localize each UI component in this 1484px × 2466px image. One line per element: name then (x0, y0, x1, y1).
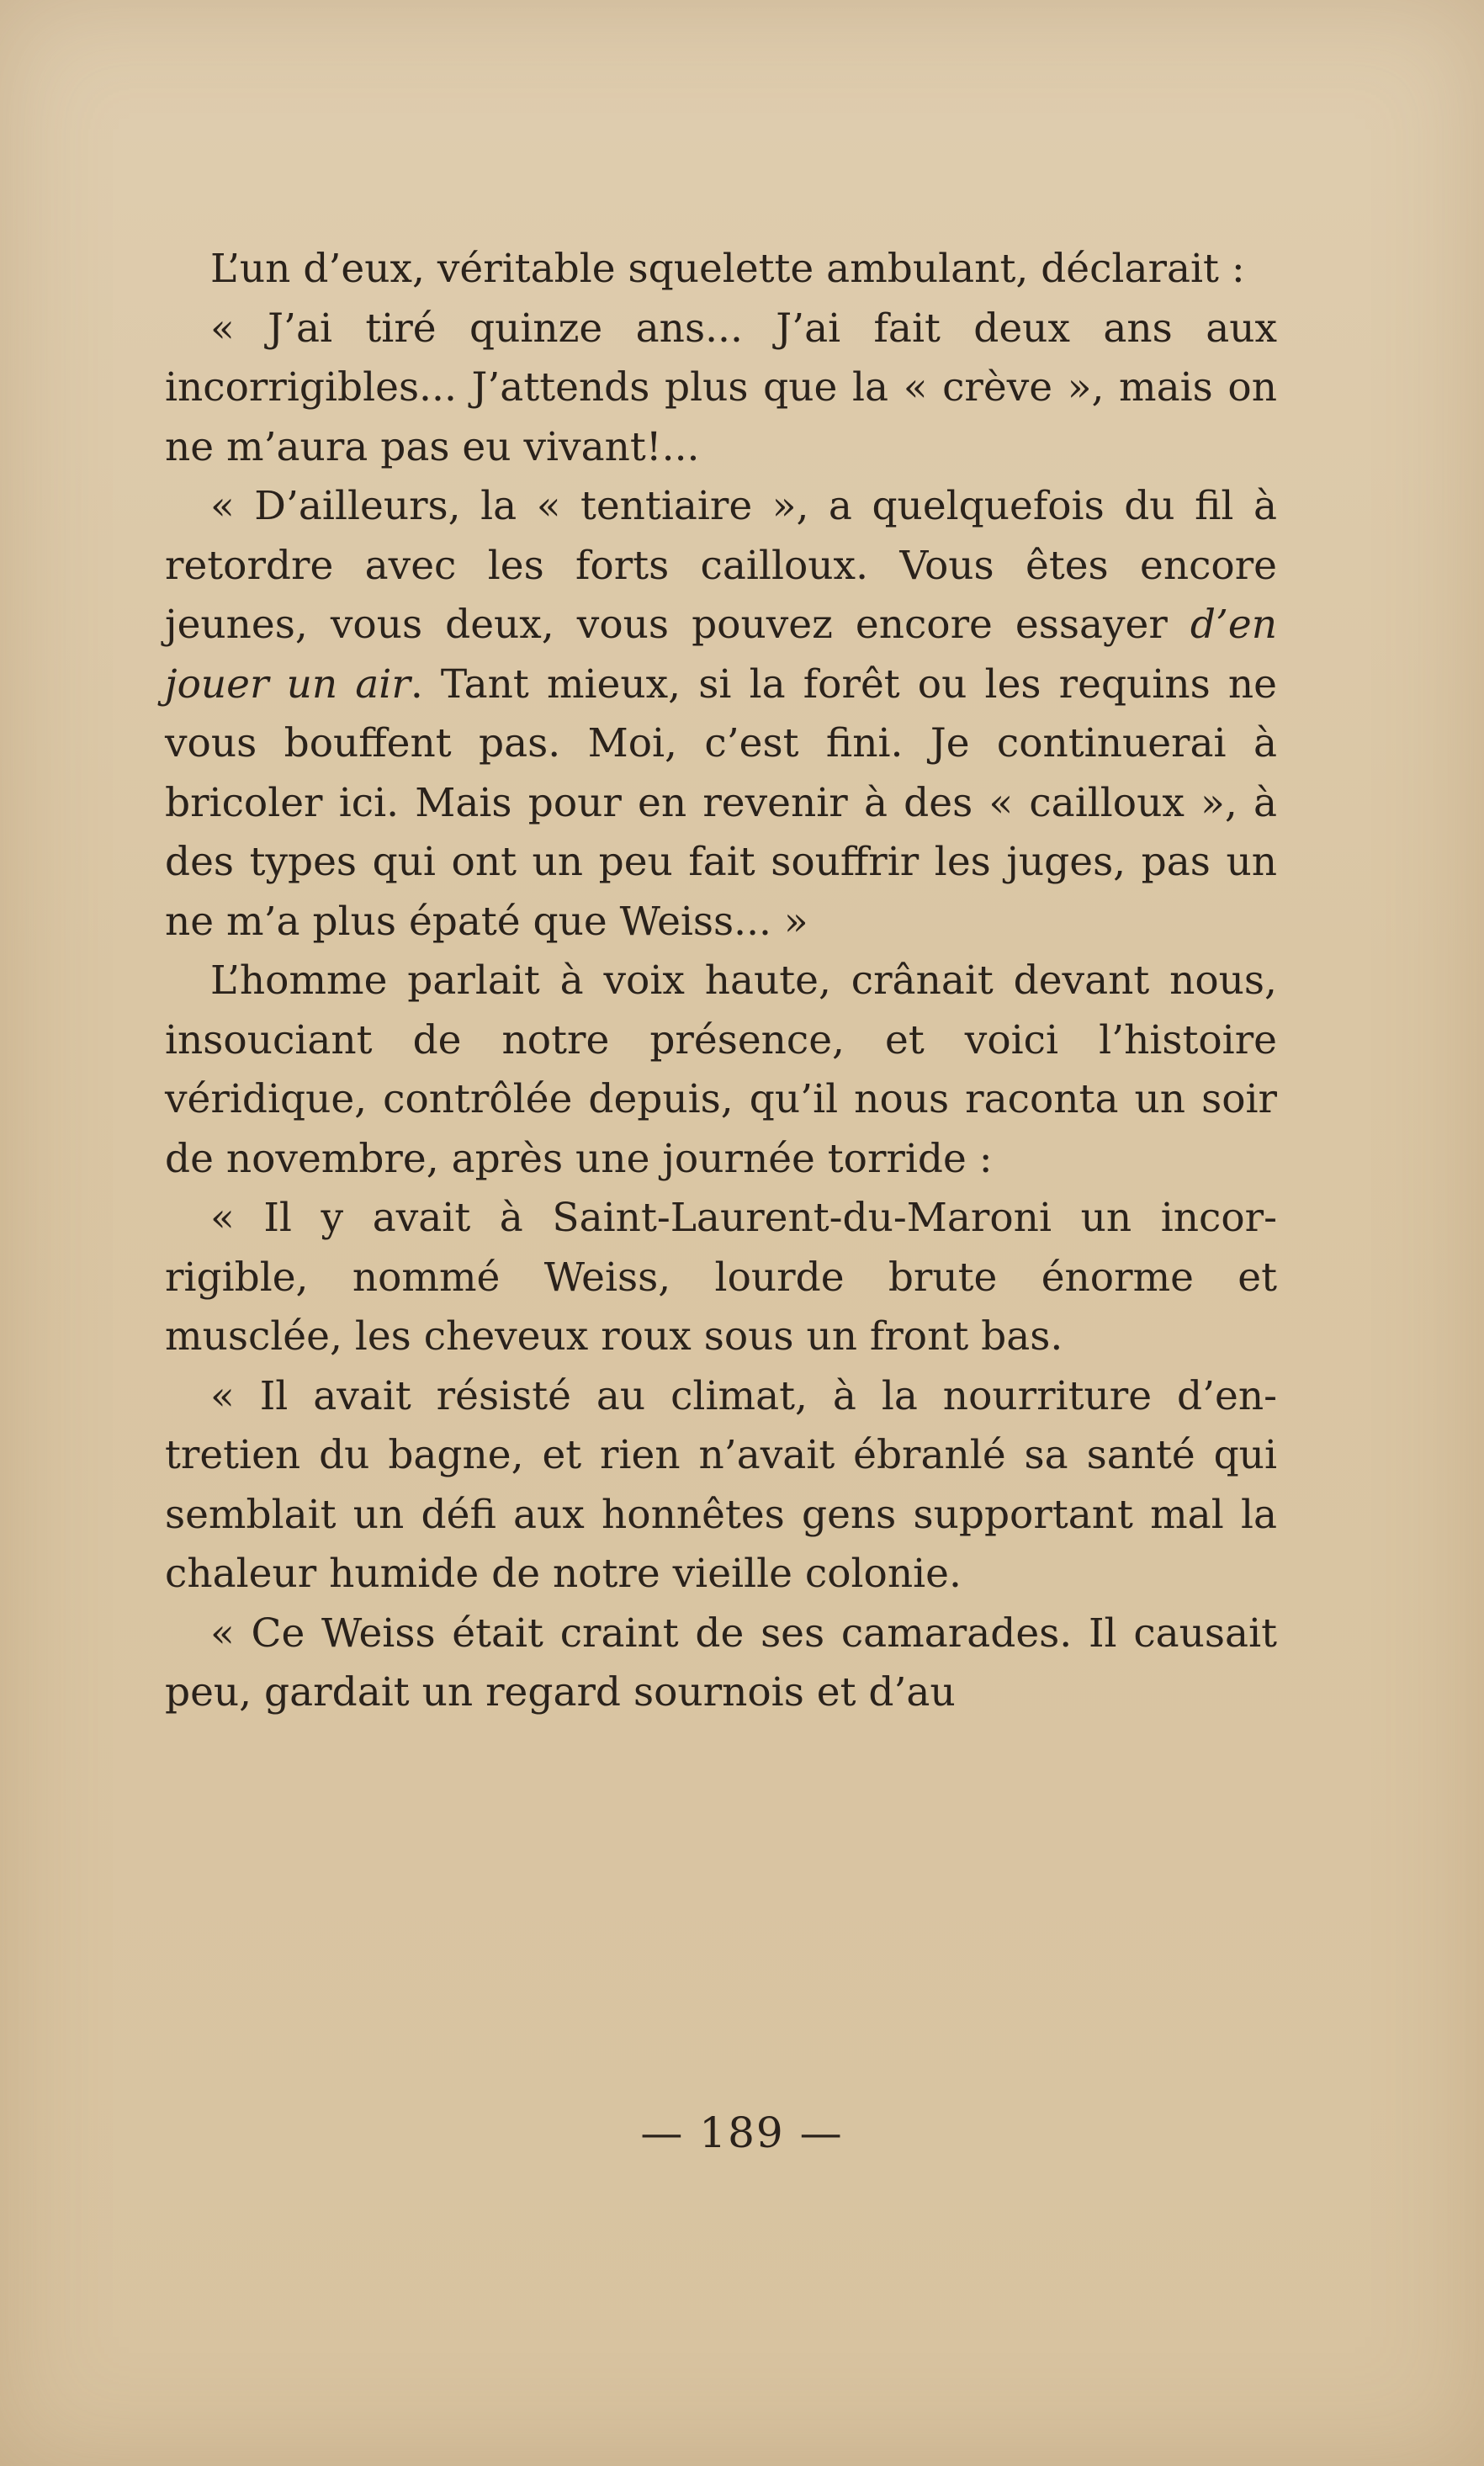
paragraph (165, 477, 1277, 952)
paragraph: « Il avait résisté au climat, à la nourriture d’entretien du bagne, et rien n’avait ébranlé sa santé qui semblait un défi aux honnêtes gens supportant mal la chaleur humide de notre vieille colonie. (165, 1372, 1277, 1597)
paragraph: L’un d’eux, véritable squelette ambulant, déclarait : (210, 246, 1245, 292)
italic-phrase: d’en jouer un air (165, 602, 1277, 708)
paragraph-text: « D’ailleurs, la « tentiaire », a quelquefois du fil à retordre avec les forts cailloux. Vous êtes encore jeunes, vous deux, vous pouvez encore essayer (165, 483, 1277, 648)
paragraph-text: . Tant mieux, si la forêt ou les requins ne vous bouffent pas. Moi, c’est fini. Je continuerai à bricoler ici. Mais pour en revenir à des « cailloux », à des types qui ont un peu fait souffrir les juges, pas un ne m’a plus épaté que Weiss... » (165, 660, 1277, 945)
body-text (165, 240, 1277, 1723)
paragraph: « J’ai tiré quinze ans... J’ai fait deux ans aux incorrigibles... J’attends plus que la « crève », mais on ne m’aura pas eu vivant!... (165, 305, 1277, 470)
page-number: — 189 — (640, 2108, 844, 2157)
paragraph: L’homme parlait à voix haute, crânait devant nous, insouciant de notre présence, et voici l’histoire véridique, contrôlée depuis, qu’il nous raconta un soir de novembre, après une journée torride : (165, 957, 1277, 1182)
paragraph: « Il y avait à Saint-Laurent-du-Maroni un incorrigible, nommé Weiss, lourde brute énorme et musclée, les cheveux roux sous un front bas. (165, 1195, 1277, 1360)
paragraph: « Ce Weiss était craint de ses camarades. Il causait peu, gardait un regard sournois et d’au (165, 1610, 1277, 1716)
